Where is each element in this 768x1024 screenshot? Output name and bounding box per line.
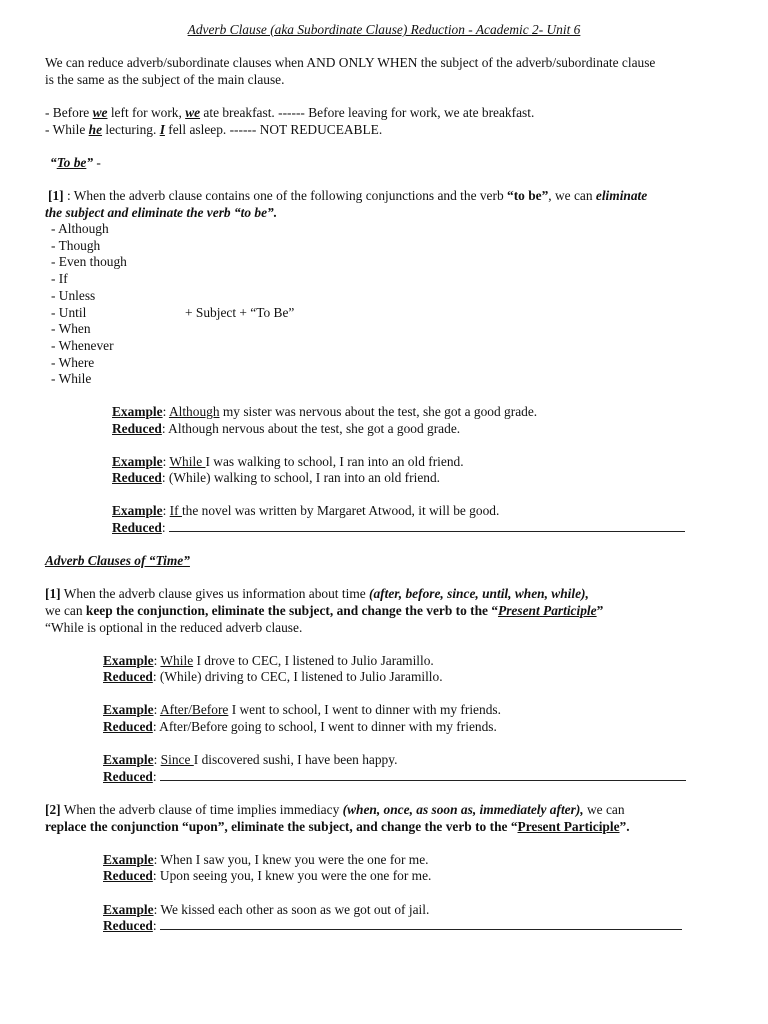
rule-1-line-2: the subject and eliminate the verb “to be”. (45, 205, 278, 220)
conjunction-item: - Until (51, 305, 87, 320)
time-rule-1-line-3: “While is optional in the reduced adverb clause. (45, 620, 303, 635)
subject-i: I (159, 122, 165, 137)
reduced-sentence: Reduced: (103, 918, 682, 935)
reduced-sentence: Reduced: (103, 769, 686, 786)
reduced-sentence: Reduced: (While) walking to school, I ran into an old friend. (112, 470, 441, 485)
example-sentence: Example: We kissed each other as soon as we got out of jail. (103, 902, 430, 917)
conjunction-item: - Where (51, 355, 95, 370)
time-rule-2-line-1: [2] When the adverb clause of time implies immediacy (when, once, as soon as, immediately after), we can (45, 802, 625, 817)
answer-blank[interactable] (160, 918, 682, 930)
subject-we-2: we (185, 105, 201, 120)
conjunction-item: - Although (51, 221, 109, 236)
reduction-formula: + Subject + “To Be” (185, 305, 295, 320)
conjunction-item: - Whenever (51, 338, 114, 353)
conjunction-item: - When (51, 321, 91, 336)
time-rule-1-line-1: [1] When the adverb clause gives us information about time (after, before, since, until, when, while), (45, 586, 589, 601)
reduced-sentence: Reduced: (112, 520, 685, 537)
intro-line-1: We can reduce adverb/subordinate clauses when AND ONLY WHEN the subject of the adverb/subordinate clause (45, 55, 656, 70)
conjunction-item: - Even though (51, 254, 127, 269)
example-sentence: Example: If the novel was written by Margaret Atwood, it will be good. (112, 503, 500, 518)
time-rule-2-line-2: replace the conjunction “upon”, eliminate the subject, and change the verb to the “Present Participle”. (45, 819, 630, 834)
time-section-heading: Adverb Clauses of “Time” (45, 553, 190, 568)
example-sentence: Example: Since I discovered sushi, I have been happy. (103, 752, 398, 767)
answer-blank[interactable] (169, 520, 685, 532)
rule-1-line-1: [1] : When the adverb clause contains one of the following conjunctions and the verb “to be”, we can eliminate (48, 188, 648, 203)
reduced-sentence: Reduced: Although nervous about the test, she got a good grade. (112, 421, 461, 436)
answer-blank[interactable] (160, 769, 686, 781)
subject-he: he (88, 122, 103, 137)
conjunction-item: - If (51, 271, 68, 286)
conjunction-item: - Unless (51, 288, 96, 303)
example-sentence: Example: Although my sister was nervous about the test, she got a good grade. (112, 404, 538, 419)
page-title: Adverb Clause (aka Subordinate Clause) Reduction - Academic 2- Unit 6 (187, 22, 581, 37)
time-rule-1-line-2: we can keep the conjunction, eliminate the subject, and change the verb to the “Present Participle” (45, 603, 604, 618)
example-sentence: Example: When I saw you, I knew you were the one for me. (103, 852, 429, 867)
demo-not-reducible: - While he lecturing. I fell asleep. ------ NOT REDUCEABLE. (45, 122, 383, 137)
conjunction-item: - While (51, 371, 92, 386)
conjunction-item: - Though (51, 238, 101, 253)
reduced-sentence: Reduced: Upon seeing you, I knew you were the one for me. (103, 868, 432, 883)
intro-line-2: is the same as the subject of the main clause. (45, 72, 285, 87)
to-be-heading: “To be” - (50, 155, 101, 170)
example-sentence: Example: While I was walking to school, I ran into an old friend. (112, 454, 464, 469)
subject-we-1: we (92, 105, 108, 120)
reduced-sentence: Reduced: After/Before going to school, I went to dinner with my friends. (103, 719, 497, 734)
demo-reducible: - Before we left for work, we ate breakfast. ------ Before leaving for work, we ate breakfast. (45, 105, 535, 120)
reduced-sentence: Reduced: (While) driving to CEC, I listened to Julio Jaramillo. (103, 669, 443, 684)
example-sentence: Example: While I drove to CEC, I listened to Julio Jaramillo. (103, 653, 434, 668)
example-sentence: Example: After/Before I went to school, I went to dinner with my friends. (103, 702, 501, 717)
